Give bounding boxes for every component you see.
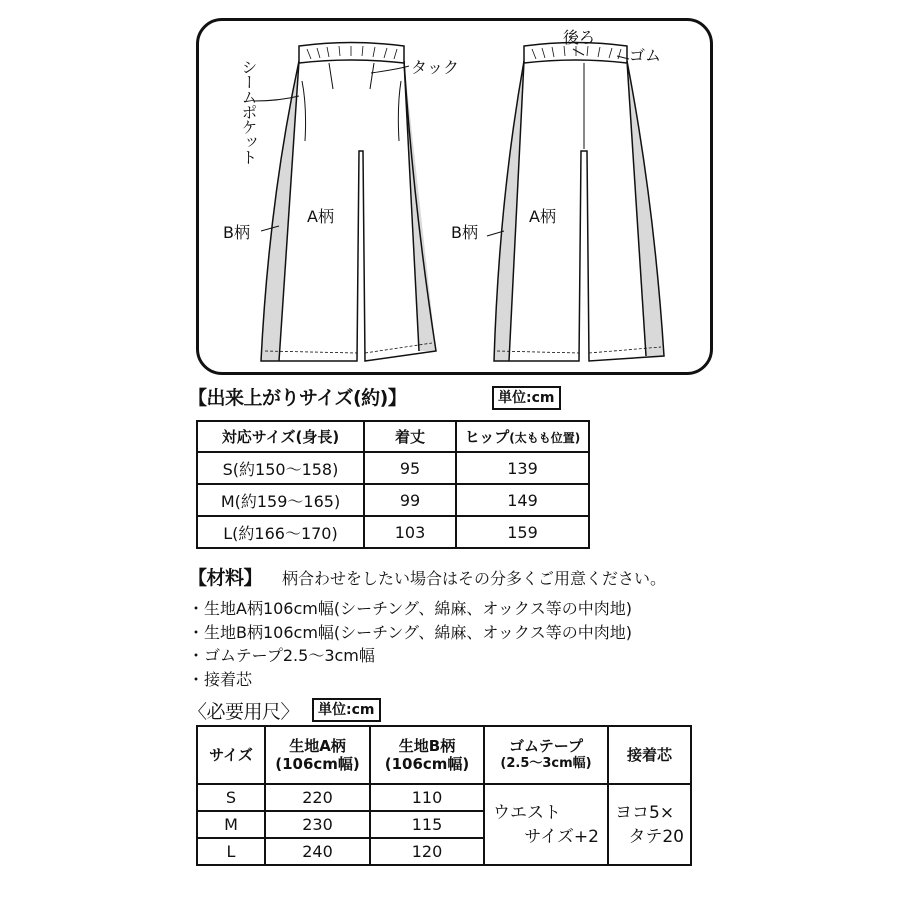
finished-size-table xyxy=(196,420,590,549)
size-cell: M xyxy=(197,811,265,838)
front-pattern-a-label: A柄 xyxy=(307,207,334,226)
back-label: 後ろ xyxy=(563,28,596,47)
size-cell: L(約166〜170) xyxy=(197,516,364,548)
elastic-label: ゴム xyxy=(629,46,662,65)
size-cell: S(約150〜158) xyxy=(197,452,364,484)
fabric-b-cell: 115 xyxy=(370,811,484,838)
interfacing-value-cell xyxy=(608,784,691,865)
header-interfacing: 接着芯 xyxy=(608,726,691,784)
materials-title: 【材料】 xyxy=(188,567,263,589)
back-pants xyxy=(494,43,664,362)
header-elastic xyxy=(484,726,608,784)
back-pattern-a-label: A柄 xyxy=(529,207,556,226)
size-cell: S xyxy=(197,784,265,811)
seam-pocket-label: シームポケット xyxy=(239,59,258,164)
table-row xyxy=(197,452,589,484)
header-size: サイズ xyxy=(197,726,265,784)
material-item: ・生地B柄106cm幅(シーチング、綿麻、オックス等の中肉地) xyxy=(188,623,632,642)
table-row xyxy=(197,784,691,811)
table-row xyxy=(197,484,589,516)
front-pattern-b-label: B柄 xyxy=(223,223,250,242)
interfacing-value-line1: ヨコ5× xyxy=(615,802,675,823)
header-fabric-b-sub: (106cm幅) xyxy=(384,755,470,773)
hip-cell: 159 xyxy=(456,516,589,548)
finished-size-unit: 単位:cm xyxy=(492,386,561,410)
header-hip xyxy=(456,421,589,452)
table-header-row xyxy=(197,726,691,784)
length-cell: 103 xyxy=(364,516,456,548)
materials-note: 柄合わせをしたい場合はその分多くご用意ください。 xyxy=(282,569,667,588)
back-pattern-b-label: B柄 xyxy=(451,223,478,242)
interfacing-value-line2: タテ20 xyxy=(628,826,684,847)
header-fabric-a xyxy=(265,726,370,784)
required-length-title: 〈必要用尺〉 xyxy=(188,701,300,723)
length-cell: 95 xyxy=(364,452,456,484)
material-item: ・接着芯 xyxy=(188,670,253,689)
elastic-value-line2: サイズ+2 xyxy=(524,826,599,847)
material-item: ・ゴムテープ2.5〜3cm幅 xyxy=(188,646,375,665)
fabric-b-cell: 120 xyxy=(370,838,484,865)
header-length: 着丈 xyxy=(364,421,456,452)
hip-cell: 149 xyxy=(456,484,589,516)
pants-illustration-panel xyxy=(196,18,713,375)
header-hip-note: (太もも位置) xyxy=(509,431,581,445)
header-fabric-a-text: 生地A柄 xyxy=(289,737,346,755)
size-cell: M(約159〜165) xyxy=(197,484,364,516)
required-length-unit: 単位:cm xyxy=(312,698,381,722)
finished-size-title: 【出来上がりサイズ(約)】 xyxy=(188,387,407,409)
header-fabric-a-sub: (106cm幅) xyxy=(275,755,360,773)
header-fabric-b xyxy=(370,726,484,784)
header-elastic-sub: (2.5〜3cm幅) xyxy=(500,756,592,771)
header-hip-text: ヒップ xyxy=(464,428,510,446)
tuck-label: タック xyxy=(411,58,460,77)
material-item: ・生地A柄106cm幅(シーチング、綿麻、オックス等の中肉地) xyxy=(188,599,632,618)
header-size: 対応サイズ(身長) xyxy=(197,421,364,452)
fabric-a-cell: 240 xyxy=(265,838,370,865)
header-fabric-b-text: 生地B柄 xyxy=(398,737,456,755)
header-elastic-text: ゴムテープ xyxy=(509,737,583,755)
fabric-a-cell: 230 xyxy=(265,811,370,838)
front-pants xyxy=(261,43,436,362)
hip-cell: 139 xyxy=(456,452,589,484)
table-header-row xyxy=(197,421,589,452)
elastic-value-line1: ウエスト xyxy=(493,802,561,823)
fabric-a-cell: 220 xyxy=(265,784,370,811)
required-length-table xyxy=(196,725,692,866)
table-row xyxy=(197,516,589,548)
length-cell: 99 xyxy=(364,484,456,516)
elastic-value-cell xyxy=(484,784,608,865)
size-cell: L xyxy=(197,838,265,865)
fabric-b-cell: 110 xyxy=(370,784,484,811)
